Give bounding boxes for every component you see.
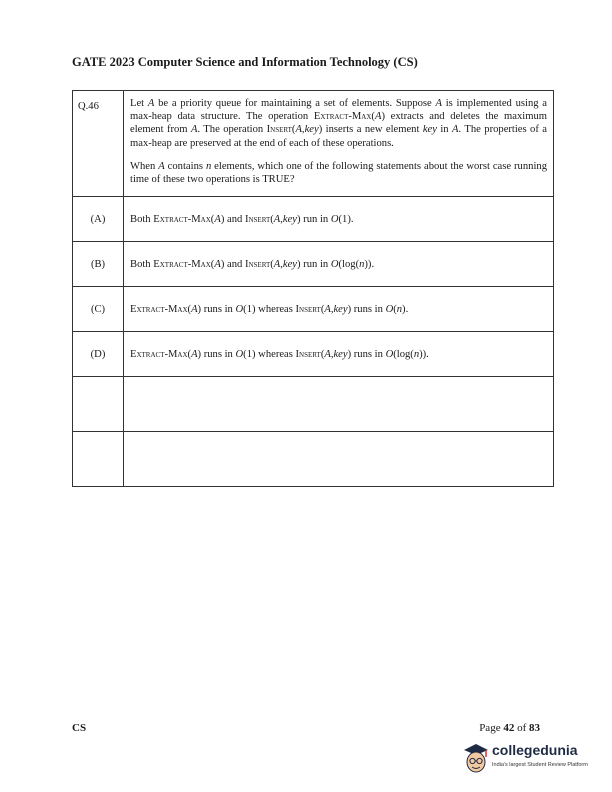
student-avatar-icon [462,742,490,778]
option-label: (B) [73,242,124,287]
option-label: (A) [73,197,124,242]
footer-subject-code: CS [72,722,87,734]
option-row-c [73,287,554,332]
blank-row [73,377,554,432]
blank-cell [124,432,554,487]
question-number-cell [73,91,124,197]
question-paragraph-2: When A contains n elements, which one of the following statements about the worst case running time of these two operations is TRUE? [130,160,547,186]
question-row [73,91,554,197]
collegedunia-logo [462,742,602,782]
option-row-b [73,242,554,287]
blank-cell [124,377,554,432]
option-text: Extract-Max(A) runs in O(1) whereas Insert(A,key) runs in O(log(n)). [124,332,554,377]
option-row-d [73,332,554,377]
option-text: Both Extract-Max(A) and Insert(A,key) run in O(1). [124,197,554,242]
question-paragraph-1: Let A be a priority queue for maintaining a set of elements. Suppose A is implemented using a max-heap data structure. The operation Extract-Max(A) extracts and deletes the maximum element from A. The operation Insert(A,key) inserts a new element key in A. The properties of a max-heap are preserved at the end of each of these operations. [130,98,548,149]
option-label: (D) [73,332,124,377]
footer-page-number: Page 42 of 83 [479,722,540,734]
blank-row [73,432,554,487]
logo-tagline: India's largest Student Review Platform [492,762,588,768]
option-label: (C) [73,287,124,332]
blank-cell [73,377,124,432]
question-number: Q.46 [78,101,99,112]
blank-cell [73,432,124,487]
question-text-cell [124,91,554,197]
question-table [72,90,554,487]
option-row-a [73,197,554,242]
option-text: Both Extract-Max(A) and Insert(A,key) run in O(log(n)). [124,242,554,287]
option-text: Extract-Max(A) runs in O(1) whereas Insert(A,key) runs in O(n). [124,287,554,332]
logo-wordmark: collegedunia [492,742,578,758]
page-header-title: GATE 2023 Computer Science and Information Technology (CS) [72,55,418,69]
